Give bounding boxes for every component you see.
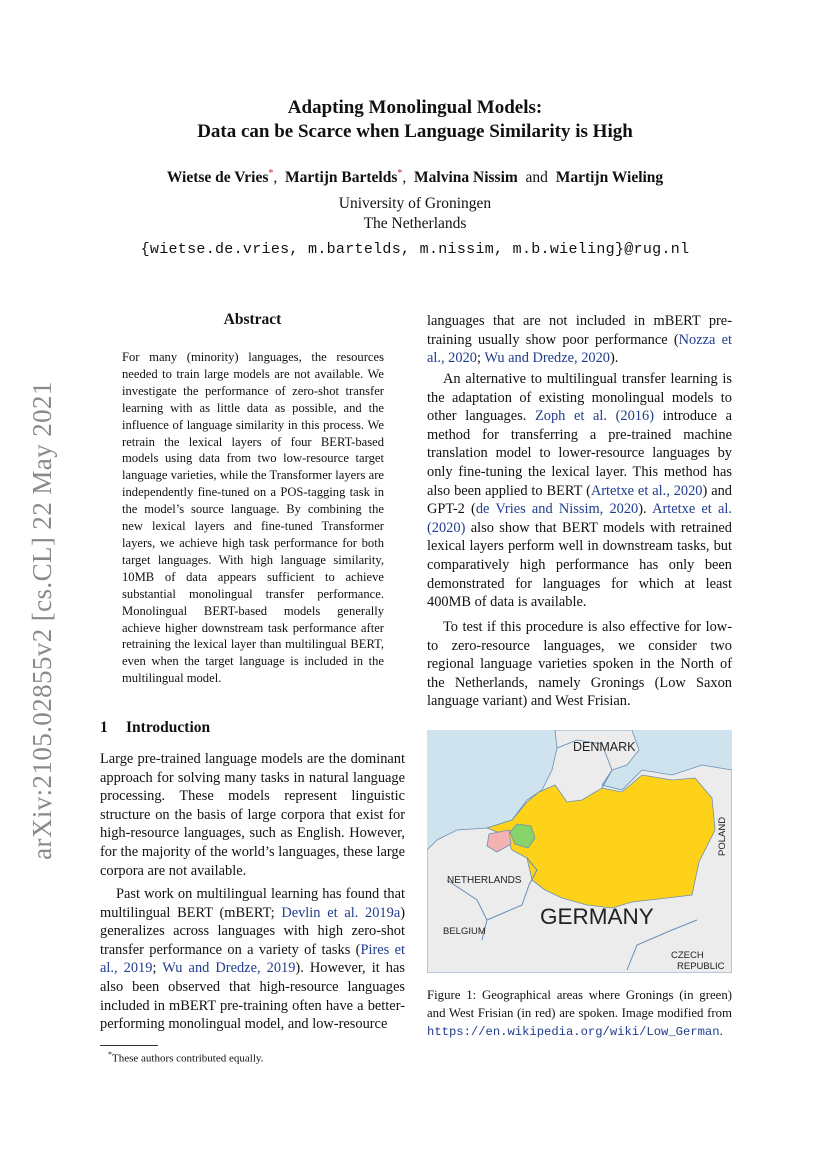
paragraph-text: ). However, it has also been observed that high-resource languages included in mBERT pre-training often have a better-performing monolingual model, and low-resource bbox=[100, 960, 405, 1033]
abstract-text: For many (minority) languages, the resources needed to train large models are not available. We investigate the performance of zero-shot transfer learning with as little data as possible, and the influence of language similarity in this process. We retrain the lexical layers of four BERT-based models using data from two low-resource target language varieties, while the Transformer layers are independently fine-tuned on a POS-tagging task in the model’s source language. By combining the new lexical layers and fine-tuned Transformer layers, we achieve high task performance for both target languages. With high language similarity, 10MB of data appears sufficient to achieve substantial monolingual transfer performance. Monolingual BERT-based models generally achieve higher downstream task performance after retraining the lexical layer than multilingual BERT, even when the target language is included in the multilingual model. bbox=[122, 350, 384, 686]
citation-link[interactable]: Artetxe et al., 2020 bbox=[590, 482, 703, 499]
author-name: Malvina Nissim bbox=[414, 169, 518, 187]
affiliation: University of Groningen bbox=[338, 195, 492, 212]
section-heading-introduction bbox=[100, 719, 400, 737]
citation-link[interactable]: Zoph et al. (2016) bbox=[534, 408, 654, 425]
author-separator: and bbox=[525, 169, 548, 187]
citation-link[interactable]: Artetxe et al. (2020) bbox=[427, 501, 732, 536]
paragraph-text: ). bbox=[638, 501, 653, 518]
citation-link[interactable]: Nozza et al., 2020 bbox=[427, 331, 733, 367]
author-name: Martijn Wieling bbox=[555, 169, 664, 187]
author-name: Wietse de Vries bbox=[166, 169, 269, 187]
paragraph-text: introduce a method for transferring a pre-trained machine translation model to lower-resource languages by only fine-tuning the lexical layer. This method has also been applied to BERT ( bbox=[427, 408, 732, 499]
equal-contribution-mark: * bbox=[268, 168, 274, 179]
map-label-czech: CZECH bbox=[671, 950, 704, 961]
author-separator: , bbox=[402, 169, 407, 187]
intro-paragraph-2 bbox=[100, 885, 405, 1034]
intro-paragraph-4: To test if this procedure is also effective for low- to zero-resource languages, we consider two regional language varieties spoken in the North of the Netherlands, namely Gronings (Low Saxon language variant) and West Frisian. bbox=[427, 619, 732, 710]
intro-paragraph-2-continued bbox=[427, 312, 732, 368]
paper-title bbox=[100, 96, 730, 144]
author-name: Martijn Bartelds bbox=[285, 169, 398, 187]
equal-contribution-mark: * bbox=[397, 168, 403, 179]
paragraph-text: An alternative to multilingual transfer learning is the adaptation of existing monolingual models to other languages. bbox=[427, 371, 732, 425]
citation-link[interactable]: Wu and Dredze, 2020 bbox=[484, 350, 611, 367]
paragraph-text: languages that are not included in mBERT pre-training usually show poor performance ( bbox=[427, 313, 732, 348]
map-label-germany: GERMANY bbox=[540, 904, 654, 929]
citation-link[interactable]: Devlin et al. 2019a bbox=[281, 904, 401, 921]
paragraph-text: ). bbox=[610, 350, 619, 367]
caption-text: Figure 1: Geographical areas where Gronings (in green) and West Frisian (in red) are spoken. Image modified from bbox=[427, 988, 732, 1021]
caption-text: . bbox=[719, 1024, 723, 1039]
author-separator: , bbox=[273, 169, 278, 187]
map-label-poland: POLAND bbox=[717, 816, 728, 856]
map-label-denmark: DENMARK bbox=[573, 740, 636, 754]
author-list bbox=[100, 168, 730, 187]
source-url-link[interactable]: https://en.wikipedia.org/wiki/Low_German bbox=[427, 1025, 720, 1040]
map-label-netherlands: NETHERLANDS bbox=[447, 875, 522, 886]
citation-link[interactable]: Wu and Dredze, 2019 bbox=[162, 960, 296, 977]
abstract-heading: Abstract bbox=[223, 311, 282, 328]
author-emails: {wietse.de.vries, m.bartelds, m.nissim, m.b.wieling}@rug.nl bbox=[140, 241, 690, 258]
footnote-divider bbox=[100, 1045, 158, 1046]
citation-link[interactable]: Pires et al., 2019 bbox=[100, 941, 405, 977]
figure-1-caption bbox=[427, 986, 732, 1042]
paragraph-text: Past work on multilingual learning has found that multilingual BERT (mBERT; bbox=[100, 886, 405, 921]
arxiv-side-stamp bbox=[22, 370, 62, 870]
title-line-2: Data can be Scarce when Language Similarity is High bbox=[197, 121, 633, 142]
paragraph-text: ) generalizes across languages with high zero-shot transfer performance on a variety of tasks ( bbox=[100, 904, 406, 958]
map-label-republic: REPUBLIC bbox=[677, 961, 725, 972]
affiliation-country: The Netherlands bbox=[363, 215, 467, 232]
paragraph-text: ) and GPT-2 ( bbox=[427, 482, 732, 518]
footnote-text: These authors contributed equally. bbox=[112, 1052, 264, 1065]
paragraph-text: ; bbox=[152, 960, 163, 977]
paragraph-text: also show that BERT models with retrained lexical layers perform well in downstream tasks, but comparatively high performance has only been demonstrated for languages for which at least 400MB of data is available. bbox=[427, 519, 732, 611]
paragraph-text: ; bbox=[476, 350, 485, 367]
intro-paragraph-1: Large pre-trained language models are the dominant approach for solving many tasks in natural language processing. These models represent linguistic structure on the basis of large corpora that exist for high-resource languages, such as English. However, for the majority of the world’s languages, these large corpora are not available. bbox=[100, 751, 405, 879]
intro-paragraph-3 bbox=[427, 370, 732, 612]
footnote bbox=[108, 1050, 408, 1065]
footnote-mark: * bbox=[108, 1050, 112, 1059]
map-label-belgium: BELGIUM bbox=[443, 926, 486, 937]
arxiv-identifier: arXiv:2105.02855v2 [cs.CL] 22 May 2021 bbox=[26, 380, 57, 860]
section-title: Introduction bbox=[126, 719, 211, 736]
figure-1-map bbox=[427, 730, 732, 973]
title-line-1: Adapting Monolingual Models: bbox=[287, 97, 543, 118]
section-number: 1 bbox=[100, 719, 108, 736]
citation-link[interactable]: de Vries and Nissim, 2020 bbox=[475, 501, 639, 518]
